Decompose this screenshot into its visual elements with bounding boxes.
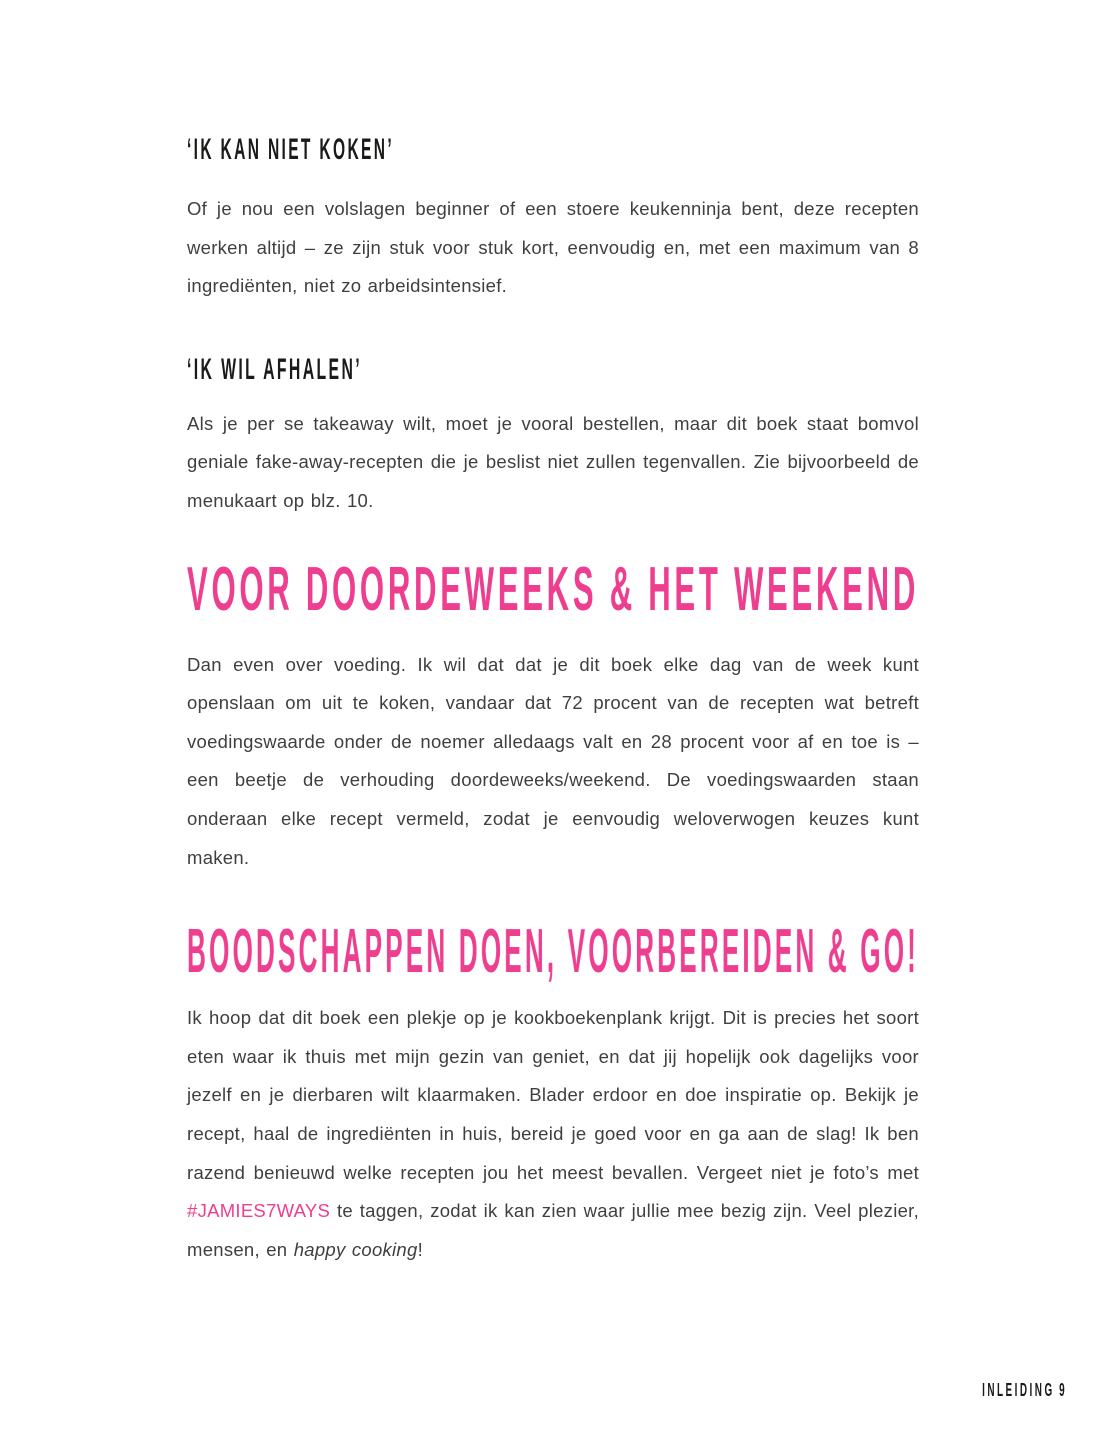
page-content (187, 0, 919, 1269)
happy-cooking-italic: happy cooking (293, 1238, 418, 1260)
section-heading-takeaway (187, 352, 919, 386)
section-heading-takeaway-text: ‘IK WIL AFHALEN’ (187, 352, 362, 386)
display-heading-shop-prep-go-text: BOODSCHAPPEN DOEN, VOORBEREIDEN & GO! (187, 917, 919, 987)
footer-page-number: 9 (1058, 1380, 1067, 1400)
page-footer (913, 1381, 1067, 1399)
page-footer-text (982, 1381, 1067, 1399)
paragraph-text-end: ! (417, 1238, 423, 1260)
section-heading-cannot-cook (187, 133, 919, 166)
display-heading-weekdays-weekend (187, 554, 919, 624)
footer-section-label: INLEIDING (982, 1380, 1055, 1400)
paragraph-takeaway: Als je per se takeaway wilt, moet je vooral bestellen, maar dit boek staat bomvol geniale fake-away-recepten die je beslist niet zullen tegenvallen. Zie bijvoorbeeld de menukaart op blz. 10. (187, 412, 919, 511)
paragraph-text-before-hashtag: Ik hoop dat dit boek een plekje op je kookboekenplank krijgt. Dit is precies het soort eten waar ik thuis met mijn gezin van geniet, en dat jij hopelijk ook dagelijks voor jezelf en je dierbaren wilt klaarmaken. Blader erdoor en doe inspiratie op. Bekijk je recept, haal de ingrediënten in huis, bereid je goed voor en ga aan de slag! Ik ben razend benieuwd welke recepten jou het meest bevallen. Vergeet niet je foto’s met (187, 1007, 919, 1183)
section-shop-prep-go (187, 917, 919, 1269)
paragraph-weekdays-weekend: Dan even over voeding. Ik wil dat dat je dit boek elke dag van de week kunt openslaan om uit te koken, vandaar dat 72 procent van de recepten wat betreft voedingswaarde onder de noemer alledaags valt en 28 procent voor af en toe is – een beetje de verhouding doordeweeks/weekend. De voedingswaarden staan onderaan elke recept vermeld, zodat je eenvoudig weloverwogen keuzes kunt maken. (187, 653, 919, 868)
paragraph-shop-prep-go (187, 999, 919, 1269)
section-takeaway (187, 352, 919, 521)
section-cannot-cook (187, 133, 919, 306)
paragraph-text-after-hashtag: te taggen, zodat ik kan zien waar jullie mee bezig zijn. Veel plezier, mensen, en (187, 1200, 919, 1260)
display-heading-weekdays-weekend-text: VOOR DOORDEWEEKS & HET WEEKEND (187, 554, 919, 624)
display-heading-shop-prep-go (187, 917, 919, 987)
section-weekdays-weekend (187, 554, 919, 878)
paragraph-cannot-cook: Of je nou een volslagen beginner of een stoere keukenninja bent, deze recepten werken altijd – ze zijn stuk voor stuk kort, eenvoudig en, met een maximum van 8 ingrediënten, niet zo arbeidsintensief. (187, 198, 919, 297)
section-heading-cannot-cook-text: ‘IK KAN NIET KOKEN’ (187, 133, 394, 166)
hashtag-jamies7ways: #JAMIES7WAYS (187, 1200, 331, 1222)
